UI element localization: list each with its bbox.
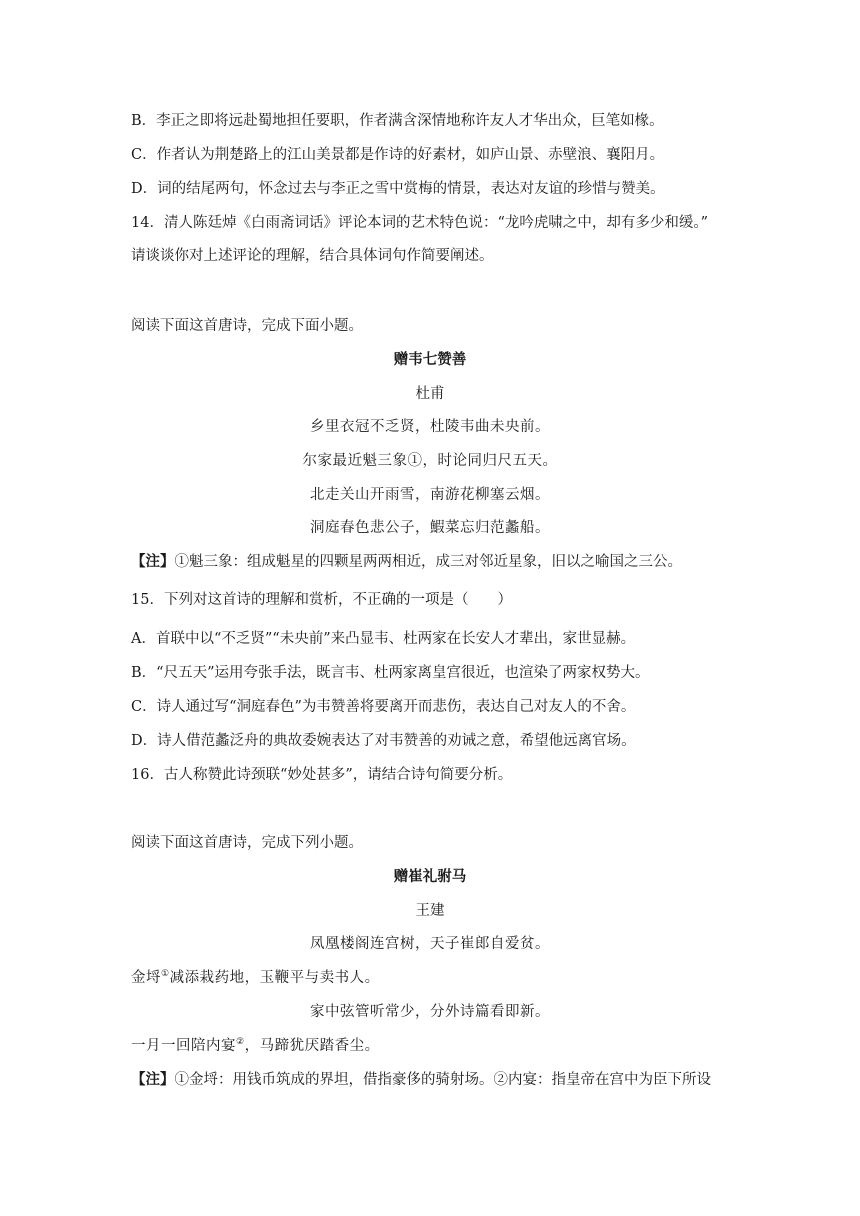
poem-3-line-2-b: 减添栽药地，玉鞭平与卖书人。 xyxy=(169,970,380,986)
note-text: ①金埒：用钱币筑成的界坦，借指豪侈的骑射场。②内宴：指皇帝在宫中为臣下所设 xyxy=(174,1072,711,1088)
poem-3-note xyxy=(131,1070,711,1090)
option-c: C．作者认为荆楚路上的江山美景都是作诗的好素材，如庐山景、赤壁浪、襄阳月。 xyxy=(131,147,665,163)
poem-2-author: 杜甫 xyxy=(415,386,445,402)
note-label: 【注】 xyxy=(131,1071,175,1088)
poem-3-line-4-b: ，马蹄犹厌踏香尘。 xyxy=(244,1038,380,1054)
poem-3-author: 王建 xyxy=(415,903,445,919)
q15-option-d: D．诗人借范蠡泛舟的典故委婉表达了对韦赞善的劝诫之意，希望他远离官场。 xyxy=(131,733,636,749)
section-3-intro: 阅读下面这首唐诗，完成下列小题。 xyxy=(131,835,363,851)
poem-2-line-1: 乡里衣冠不乏贤，杜陵韦曲未央前。 xyxy=(310,419,550,435)
q15-option-a: A．首联中以“不乏贤”“未央前”来凸显韦、杜两家在长安人才辈出，家世显赫。 xyxy=(131,631,636,647)
q15-option-c: C．诗人通过写“洞庭春色”为韦赞善将要离开而悲伤，表达自己对友人的不舍。 xyxy=(131,699,636,715)
poem-3-line-2 xyxy=(131,968,380,988)
note-text: ①魁三象：组成魁星的四颗星两两相近，成三对邻近星象，旧以之喻国之三公。 xyxy=(174,554,682,570)
question-14-line-1: 14．清人陈廷焯《白雨斋词话》评论本词的艺术特色说：“龙吟虎啸之中，却有多少和缓。” xyxy=(131,215,709,231)
poem-3-line-3: 家中弦管听常少，分外诗篇看即新。 xyxy=(310,1004,550,1020)
poem-3-line-4 xyxy=(131,1036,380,1056)
footnote-mark-1: ① xyxy=(161,969,170,980)
footnote-mark-2: ② xyxy=(236,1037,245,1048)
question-15: 15．下列对这首诗的理解和赏析，不正确的一项是（ ） xyxy=(131,592,512,608)
poem-2-line-4: 洞庭春色悲公子，鰕菜忘归范蠡船。 xyxy=(310,520,550,536)
option-d: D．词的结尾两句，怀念过去与李正之雪中赏梅的情景，表达对友谊的珍惜与赞美。 xyxy=(131,181,665,197)
poem-3-line-2-a: 金埒 xyxy=(131,970,161,986)
section-2-intro: 阅读下面这首唐诗，完成下面小题。 xyxy=(131,318,363,334)
poem-3-line-1: 凤凰楼阁连宫树，天子崔郎自爱贫。 xyxy=(310,936,550,952)
question-16: 16．古人称赞此诗颈联“妙处甚多”，请结合诗句简要分析。 xyxy=(131,767,513,783)
poem-2-line-2: 尔家最近魁三象①，时论同归尺五天。 xyxy=(302,453,558,469)
option-b: B．李正之即将远赴蜀地担任要职，作者满含深情地称许友人才华出众，巨笔如椽。 xyxy=(131,113,664,129)
poem-3-line-4-a: 一月一回陪内宴 xyxy=(131,1038,236,1054)
poem-2-title: 赠韦七赞善 xyxy=(393,351,467,368)
poem-2-note xyxy=(131,552,682,572)
question-14-line-2: 请谈谈你对上述评论的理解，结合具体词句作简要阐述。 xyxy=(131,248,494,264)
poem-2-line-3: 北走关山开雨雪，南游花柳塞云烟。 xyxy=(310,487,550,503)
poem-3-title: 赠崔礼驸马 xyxy=(393,868,467,885)
note-label: 【注】 xyxy=(131,553,175,570)
q15-option-b: B．“尺五天”运用夸张手法，既言韦、杜两家离皇宫很近，也渲染了两家权势大。 xyxy=(131,665,650,681)
